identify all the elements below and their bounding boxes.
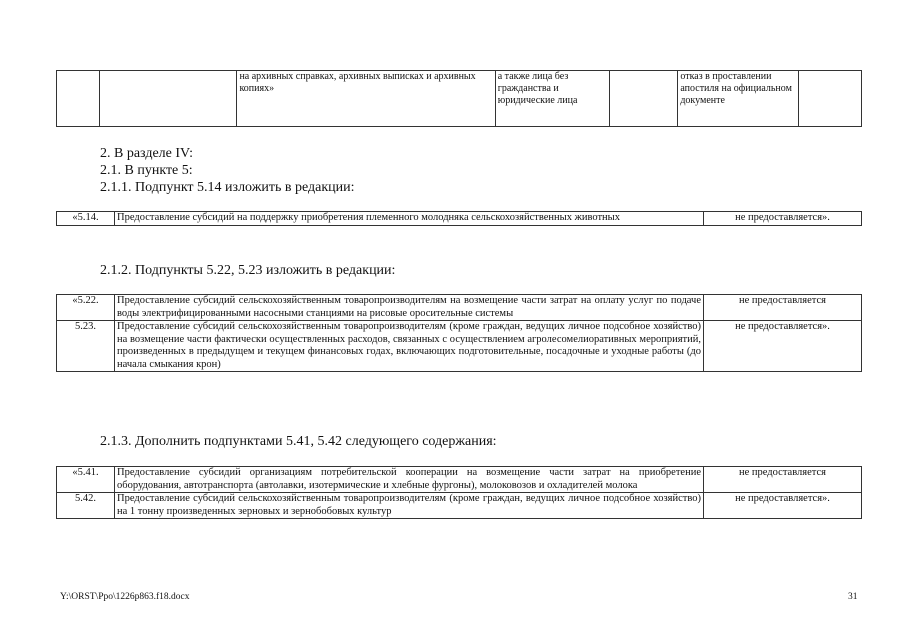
table-row — [57, 71, 862, 127]
subitem-heading: 2.1.1. Подпункт 5.14 изложить в редакции: — [100, 180, 355, 195]
table-row — [57, 321, 862, 372]
table-5-14 — [56, 211, 862, 226]
table-cell — [57, 71, 100, 127]
table-cell — [799, 71, 862, 127]
table-row — [57, 295, 862, 321]
table-row — [57, 493, 862, 519]
item-heading: 2.1. В пункте 5: — [100, 163, 193, 178]
row-number: «5.41. — [57, 467, 115, 493]
row-number: «5.22. — [57, 295, 115, 321]
table-5-41 — [56, 466, 862, 519]
table-row — [57, 467, 862, 493]
subitem-heading: 2.1.2. Подпункты 5.22, 5.23 изложить в редакции: — [100, 263, 396, 278]
row-text: Предоставление субсидий на поддержку приобретения племенного молодняка сельскохозяйственных животных — [115, 212, 704, 226]
row-status: не предоставляется». — [704, 212, 862, 226]
page-number: 31 — [848, 592, 858, 602]
section-heading: 2. В разделе IV: — [100, 146, 193, 161]
table-5-22 — [56, 294, 862, 372]
row-status: не предоставляется — [704, 467, 862, 493]
row-number: «5.14. — [57, 212, 115, 226]
subitem-heading: 2.1.3. Дополнить подпунктами 5.41, 5.42 следующего содержания: — [100, 434, 497, 449]
row-text: Предоставление субсидий организациям потребительской кооперации на возмещение части затрат на приобретение оборудования, автотранспорта (автолавки, изотермические и хлебные фургоны), молоковозов и охладителей молока — [115, 467, 704, 493]
table-cell: отказ в проставлении апостиля на официальном документе — [678, 71, 799, 127]
continuation-table — [56, 70, 862, 127]
row-number: 5.42. — [57, 493, 115, 519]
row-text: Предоставление субсидий сельскохозяйственным товаропроизводителям на возмещение части затрат на оплату услуг по подаче воды электрифицированными насосными станциями на рисовые оросительные системы — [115, 295, 704, 321]
row-status: не предоставляется». — [704, 321, 862, 372]
table-row — [57, 212, 862, 226]
table-cell: а также лица без гражданства и юридические лица — [495, 71, 609, 127]
table-cell — [609, 71, 678, 127]
table-cell: на архивных справках, архивных выписках и архивных копиях» — [237, 71, 495, 127]
row-text: Предоставление субсидий сельскохозяйственным товаропроизводителям (кроме граждан, ведущих личное подсобное хозяйство) на 1 тонну произведенных зерновых и зернобобовых культур — [115, 493, 704, 519]
row-status: не предоставляется». — [704, 493, 862, 519]
row-status: не предоставляется — [704, 295, 862, 321]
table-cell — [99, 71, 237, 127]
row-text: Предоставление субсидий сельскохозяйственным товаропроизводителям (кроме граждан, ведущих личное подсобное хозяйство) на возмещение части фактически осуществленных расходов, связанных с осуществлением агролесомелиоративных мероприятий, произведенных в предыдущем и текущем финансовых годах, включающих подготовительные, посадочные и уходные работы (до начала смыкания крон) — [115, 321, 704, 372]
footer-file-path: Y:\ORST\Ppo\1226p863.f18.docx — [60, 592, 190, 602]
row-number: 5.23. — [57, 321, 115, 372]
